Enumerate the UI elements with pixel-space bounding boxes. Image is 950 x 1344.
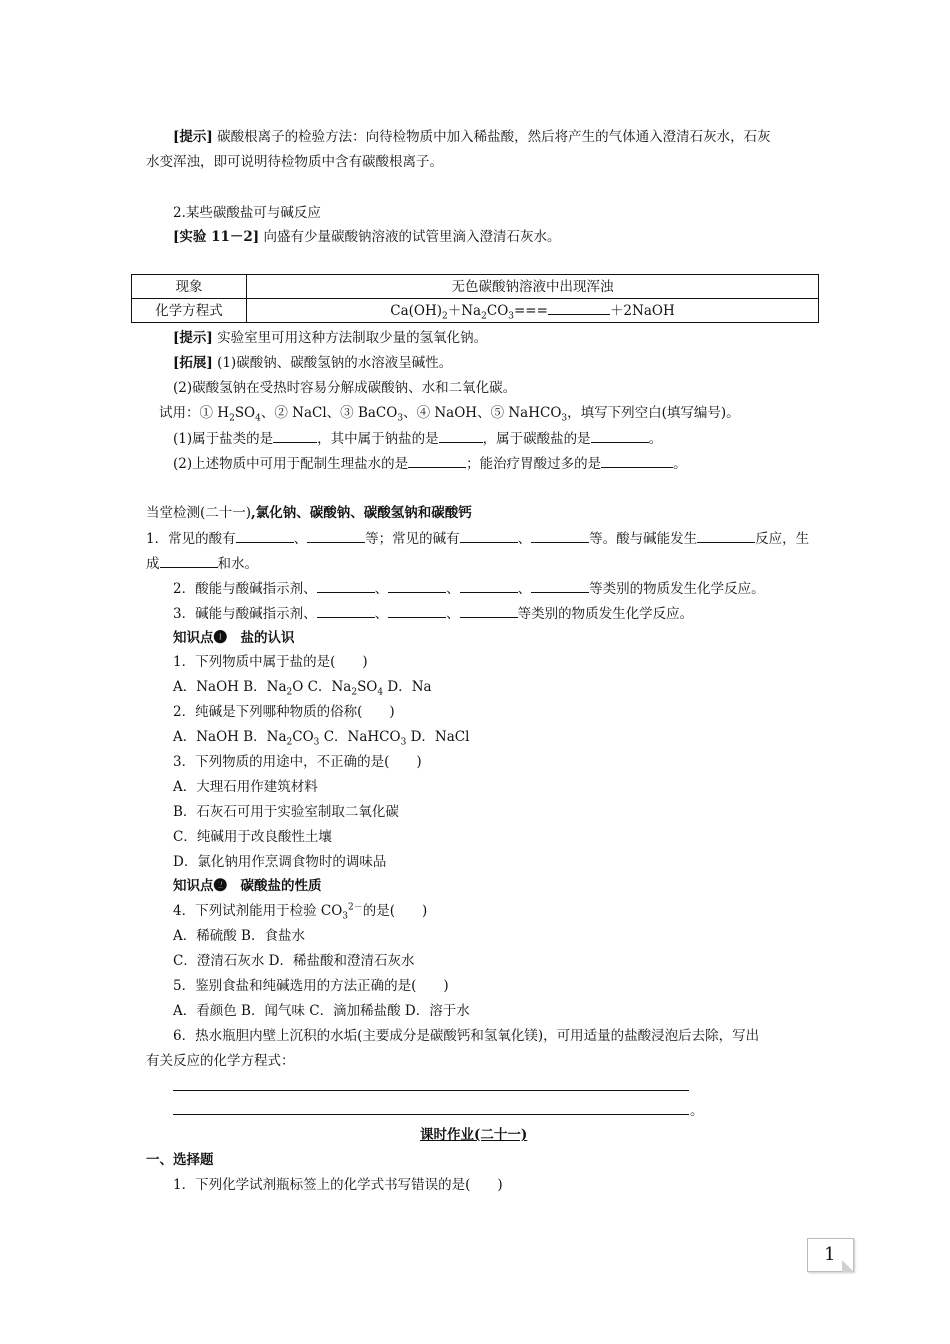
hint-label: [提示] [173,129,213,145]
page-number: 1 [824,1244,836,1265]
knowledge-point-title: 知识点❷ 碳酸盐的性质 [173,878,322,894]
question-3-option-b: B．石灰石可用于实验室制取二氧化碳 [173,804,399,820]
answer-blank[interactable] [317,578,375,593]
question-5-options: A．看颜色 B．闻气味 C．滴加稀盐酸 D．溶于水 [173,1003,470,1019]
question-3-option-d: D．氯化钠用作烹调食物时的调味品 [173,854,387,870]
answer-blank[interactable] [317,603,375,618]
answer-line[interactable] [173,1090,689,1091]
section-heading: 一、选择题 [146,1152,214,1168]
answer-blank[interactable] [460,578,518,593]
section-heading: 2.某些碳酸盐可与碱反应 [173,205,321,221]
experiment-table [131,274,819,323]
table-cell-phenomenon: 无色碳酸钠溶液中出现浑浊 [247,275,819,299]
answer-blank[interactable] [307,528,365,543]
experiment-text: 向盛有少量碳酸钠溶液的试管里滴入澄清石灰水。 [259,229,561,245]
question-1-options: A．NaOH B．$Na_2O$ C．$Na_2SO_4$ D．Na [173,679,432,698]
table-head-phenomenon: 现象 [132,275,247,299]
answer-blank[interactable] [697,528,755,543]
homework-question-1: 1．下列化学试剂瓶标签上的化学式书写错误的是( ) [173,1177,503,1193]
hint-label: [提示] [173,330,213,346]
answer-blank[interactable] [236,528,294,543]
question-3-option-a: A．大理石用作建筑材料 [173,779,318,795]
hint-text-cont: 水变浑浊，即可说明待检物质中含有碳酸根离子。 [146,154,443,170]
question-2: 2．纯碱是下列哪种物质的俗称( ) [173,704,395,720]
answer-blank[interactable] [388,603,446,618]
hint-text: 碳酸根离子的检验方法：向待检物质中加入稀盐酸，然后将产生的气体通入澄清石灰水，石灰 [212,129,771,145]
check-title: 当堂检测(二十一),氯化钠、碳酸钠、碳酸氢钠和碳酸钙 [146,505,472,521]
question-4-options-1: A．稀硫酸 B．食盐水 [173,928,305,944]
question-6-cont: 有关反应的化学方程式： [146,1053,295,1069]
check-question-1: 1．常见的酸有 、 等；常见的碱有 、 等。酸与碱能发生 反应，生 [146,528,809,549]
homework-title: 课时作业(二十一) [420,1127,528,1143]
exercise-question: (2)上述物质中可用于配制生理盐水的是 ；能治疗胃酸过多的是 。 [173,453,687,474]
answer-blank[interactable] [601,453,673,468]
answer-blank[interactable] [439,428,483,443]
answer-blank[interactable] [408,453,466,468]
page-fold-decoration [842,1260,854,1272]
answer-blank[interactable] [388,578,446,593]
question-4: 4．下列试剂能用于检验 $CO_3^{2-}$的是( ) [173,902,428,922]
answer-blank[interactable] [548,300,610,315]
exercise-intro: 试用：① $H_2SO_4$、② NaCl、③ BaCO$_3$、④ NaOH、⑤ NaHCO$_3$，填写下列空白(填写编号)。 [159,405,740,424]
question-4-options-2: C．澄清石灰水 D．稀盐酸和澄清石灰水 [173,953,415,969]
table-head-equation: 化学方程式 [132,299,247,323]
question-5: 5．鉴别食盐和纯碱选用的方法正确的是( ) [173,978,449,994]
extension-label: [拓展] [173,355,213,371]
answer-blank[interactable] [531,528,589,543]
check-question-1-cont: 成 和水。 [146,553,258,574]
page-number-box [807,1238,854,1272]
answer-line[interactable] [173,1114,689,1115]
check-question-3: 3．碱能与酸碱指示剂、 、 、 等类别的物质发生化学反应。 [173,603,693,624]
answer-line-end: 。 [690,1103,704,1119]
answer-blank[interactable] [591,428,649,443]
check-question-2: 2．酸能与酸碱指示剂、 、 、 、 等类别的物质发生化学反应。 [173,578,765,599]
question-6: 6．热水瓶胆内壁上沉积的水垢(主要成分是碳酸钙和氢氧化镁)，可用适量的盐酸浸泡后去除，写出 [173,1028,760,1044]
hint-paragraph [173,127,771,147]
question-3: 3．下列物质的用途中，不正确的是( ) [173,754,422,770]
question-2-options: A．NaOH B．$Na_2CO_3$ C．NaHCO$_3$ D．NaCl [173,729,470,748]
exercise-question: (1)属于盐类的是 ，其中属于钠盐的是 ，属于碳酸盐的是 。 [173,428,662,449]
answer-blank[interactable] [460,528,518,543]
experiment-line [173,227,560,247]
table-cell-equation: $Ca(OH)_2+Na_2CO_3===$ ＋2NaOH [247,299,819,323]
hint-paragraph: [提示] 实验室里可用这种方法制取少量的氢氧化钠。 [173,330,488,346]
knowledge-point-title: 知识点❶ 盐的认识 [173,630,295,646]
answer-blank[interactable] [273,428,317,443]
extension-text: (2)碳酸氢钠在受热时容易分解成碳酸钠、水和二氧化碳。 [173,380,517,396]
answer-blank[interactable] [460,603,518,618]
question-3-option-c: C．纯碱用于改良酸性土壤 [173,829,332,845]
answer-blank[interactable] [531,578,589,593]
experiment-label: [实验 11－2] [173,229,260,245]
question-1: 1．下列物质中属于盐的是( ) [173,654,368,670]
answer-blank[interactable] [160,553,218,568]
table-row [132,299,819,323]
table-row [132,275,819,299]
extension-paragraph: [拓展] (1)碳酸钠、碳酸氢钠的水溶液呈碱性。 [173,355,453,371]
